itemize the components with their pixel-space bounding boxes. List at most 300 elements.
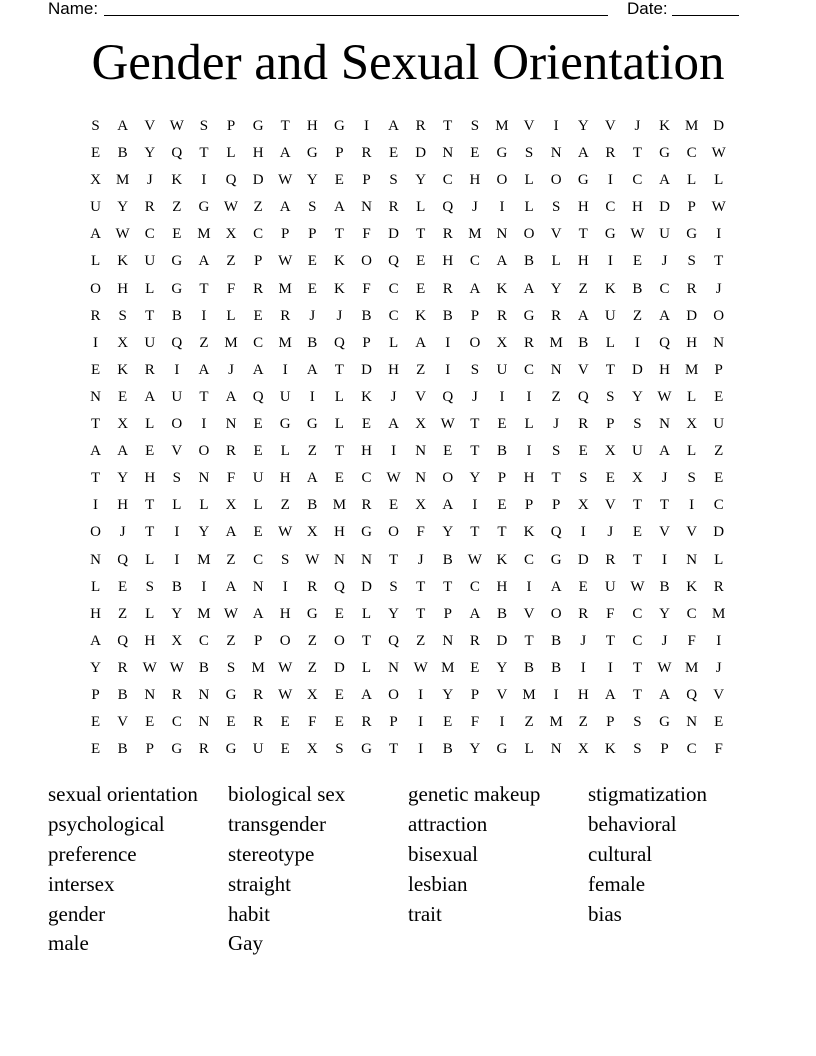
grid-letter: W (169, 659, 184, 676)
grid-letter: T (416, 226, 426, 243)
grid-letter: E (714, 470, 724, 487)
grid-letter: T (199, 388, 209, 405)
word-list (48, 780, 768, 959)
grid-letter: S (199, 118, 209, 134)
grid-letter: G (171, 253, 183, 270)
grid-letter: A (198, 361, 210, 378)
grid-letter: L (524, 416, 534, 433)
grid-row (82, 547, 733, 574)
grid-letter: N (415, 470, 427, 487)
grid-letter: R (496, 307, 507, 324)
grid-letter: Z (551, 388, 561, 405)
grid-letter: X (577, 741, 589, 758)
grid-letter: I (309, 388, 315, 405)
grid-letter: K (686, 578, 698, 595)
grid-letter: C (632, 632, 643, 649)
grid-letter: J (336, 307, 343, 324)
grid-letter: V (604, 497, 616, 514)
grid-letter: E (416, 253, 426, 270)
grid-letter: R (307, 578, 318, 595)
grid-letter: N (550, 361, 562, 378)
grid-row (82, 276, 733, 303)
grid-letter: U (252, 470, 264, 487)
grid-letter: C (171, 714, 182, 731)
grid-letter: L (714, 172, 724, 189)
grid-letter: O (388, 524, 399, 541)
grid-row (82, 519, 733, 546)
grid-letter: L (253, 497, 263, 514)
grid-letter: W (142, 659, 157, 676)
grid-letter: T (632, 551, 642, 568)
grid-letter: S (172, 470, 181, 487)
grid-letter: M (441, 659, 455, 676)
grid-letter: M (684, 361, 699, 378)
grid-letter: R (686, 280, 697, 297)
grid-letter: Y (117, 199, 129, 216)
grid-letter: M (468, 226, 482, 243)
grid-letter: I (716, 226, 722, 243)
grid-letter: L (714, 551, 724, 568)
grid-letter: F (470, 714, 480, 731)
grid-letter: E (416, 280, 426, 297)
grid-letter: T (280, 118, 290, 134)
word-list-item: trait (408, 901, 442, 926)
grid-letter: A (469, 605, 481, 622)
grid-letter: I (174, 551, 180, 568)
grid-letter: F (226, 280, 236, 297)
grid-letter: L (524, 741, 534, 758)
grid-letter: M (684, 118, 699, 134)
grid-letter: G (550, 551, 562, 568)
grid-letter: X (632, 470, 643, 487)
grid-letter: R (280, 307, 291, 324)
grid-letter: A (306, 361, 318, 378)
grid-letter: P (606, 416, 615, 433)
grid-letter: T (632, 686, 642, 703)
grid-letter: F (606, 605, 615, 622)
grid-letter: X (496, 334, 508, 351)
grid-letter: P (308, 226, 317, 243)
grid-letter: C (632, 172, 643, 189)
grid-letter: G (659, 145, 670, 162)
grid-letter: V (659, 524, 670, 541)
grid-letter: U (604, 578, 616, 595)
grid-letter: A (659, 686, 670, 703)
grid-letter: A (306, 470, 318, 487)
grid-letter: N (442, 145, 454, 162)
grid-letter: P (660, 741, 669, 758)
grid-row (82, 167, 733, 194)
grid-letter: V (686, 524, 698, 541)
grid-letter: F (687, 632, 696, 649)
grid-letter: E (145, 714, 155, 731)
grid-letter: P (606, 714, 615, 731)
grid-letter: K (604, 741, 616, 758)
grid-letter: E (90, 145, 101, 162)
grid-letter: E (172, 226, 182, 243)
grid-letter: P (281, 226, 290, 243)
grid-letter: T (416, 605, 426, 622)
grid-letter: Z (253, 199, 263, 216)
grid-letter: W (278, 524, 293, 541)
grid-letter: A (361, 686, 372, 703)
grid-letter: V (523, 118, 535, 134)
grid-letter: B (659, 578, 670, 595)
grid-letter: B (496, 443, 507, 460)
grid-letter: W (657, 659, 672, 676)
grid-letter: W (278, 172, 293, 189)
word-list-item: genetic makeup (408, 782, 541, 806)
grid-letter: R (442, 280, 453, 297)
grid-letter: P (145, 741, 154, 758)
grid-letter: A (333, 199, 345, 216)
grid-letter: C (686, 741, 697, 758)
grid-letter: Y (117, 470, 129, 487)
grid-letter: C (469, 578, 480, 595)
grid-letter: L (90, 578, 101, 595)
grid-letter: N (198, 686, 210, 703)
grid-letter: E (714, 388, 724, 405)
grid-letter: A (659, 172, 670, 189)
grid-letter: P (362, 172, 371, 189)
grid-letter: K (333, 253, 345, 270)
grid-letter: G (577, 172, 589, 189)
grid-letter: S (91, 118, 100, 134)
grid-letter: E (605, 470, 615, 487)
word-search-grid (82, 113, 733, 763)
grid-letter: T (632, 145, 642, 162)
grid-letter: C (198, 632, 209, 649)
grid-letter: H (90, 605, 101, 622)
grid-letter: I (526, 578, 532, 595)
grid-letter: I (662, 551, 668, 568)
grid-letter: Q (686, 686, 698, 703)
grid-letter: S (145, 578, 154, 595)
word-list-item: psychological (48, 811, 165, 836)
grid-letter: I (445, 361, 451, 378)
grid-letter: I (499, 199, 505, 216)
grid-letter: N (333, 551, 345, 568)
grid-letter: V (523, 605, 535, 622)
grid-letter: A (523, 280, 535, 297)
grid-letter: T (361, 632, 372, 649)
grid-letter: W (657, 388, 672, 405)
grid-letter: M (197, 551, 211, 568)
grid-letter: S (579, 470, 588, 487)
grid-row (82, 303, 733, 330)
grid-letter: J (146, 172, 153, 189)
grid-letter: A (442, 497, 454, 514)
grid-letter: I (634, 334, 640, 351)
grid-letter: L (90, 253, 101, 270)
grid-letter: X (306, 741, 318, 758)
grid-letter: Y (496, 659, 508, 676)
grid-letter: I (418, 714, 424, 731)
grid-letter: V (550, 226, 562, 243)
word-list-item: cultural (588, 841, 653, 866)
grid-letter: E (90, 361, 101, 378)
grid-letter: K (117, 253, 129, 270)
grid-letter: G (361, 524, 372, 541)
grid-letter: F (362, 226, 371, 243)
grid-letter: Q (117, 551, 129, 568)
grid-letter: P (470, 686, 480, 703)
grid-letter: T (90, 470, 101, 487)
grid-letter: V (496, 686, 508, 703)
grid-letter: L (524, 172, 534, 189)
grid-letter: K (523, 524, 535, 541)
grid-letter: X (117, 416, 129, 433)
grid-letter: E (118, 388, 128, 405)
grid-letter: B (198, 659, 209, 676)
grid-letter: R (253, 714, 264, 731)
grid-letter: H (577, 686, 589, 703)
grid-letter: Z (578, 714, 588, 731)
grid-letter: I (580, 524, 586, 541)
grid-letter: H (252, 145, 264, 162)
grid-letter: H (117, 497, 129, 514)
grid-letter: I (716, 632, 722, 649)
grid-letter: V (577, 361, 589, 378)
grid-letter: W (115, 226, 130, 243)
grid-letter: A (117, 443, 129, 460)
grid-letter: B (442, 307, 453, 324)
grid-letter: O (279, 632, 291, 649)
grid-letter: Z (307, 632, 317, 649)
grid-letter: Q (333, 334, 345, 351)
grid-letter: V (604, 118, 616, 134)
grid-letter: N (90, 551, 101, 568)
grid-letter: R (253, 686, 264, 703)
grid-row (82, 736, 733, 763)
grid-letter: Z (416, 361, 426, 378)
grid-letter: P (524, 497, 534, 514)
grid-letter: W (711, 199, 726, 216)
grid-letter: R (361, 145, 372, 162)
grid-letter: G (496, 741, 508, 758)
grid-letter: W (278, 686, 293, 703)
grid-letter: Z (714, 443, 724, 460)
grid-letter: S (633, 416, 642, 433)
grid-letter: X (686, 416, 698, 433)
grid-letter: T (145, 497, 155, 514)
grid-letter: E (334, 714, 344, 731)
grid-letter: P (253, 253, 263, 270)
grid-letter: Y (550, 280, 562, 297)
grid-letter: Z (226, 253, 236, 270)
grid-letter: T (199, 145, 209, 162)
grid-letter: H (144, 632, 156, 649)
grid-letter: W (278, 659, 293, 676)
grid-letter: C (605, 199, 616, 216)
grid-letter: Q (659, 334, 670, 351)
grid-letter: J (661, 253, 668, 270)
grid-letter: I (418, 686, 424, 703)
grid-letter: J (661, 632, 668, 649)
grid-letter: E (334, 686, 344, 703)
grid-letter: S (470, 118, 480, 134)
grid-letter: Q (333, 578, 345, 595)
grid-letter: H (306, 118, 318, 134)
grid-row (82, 465, 733, 492)
grid-letter: O (90, 280, 101, 297)
grid-letter: S (633, 714, 642, 731)
grid-letter: H (117, 280, 129, 297)
grid-letter: N (144, 686, 156, 703)
grid-letter: C (659, 280, 670, 297)
grid-letter: O (523, 226, 535, 243)
grid-letter: H (686, 334, 698, 351)
grid-letter: I (282, 578, 288, 595)
grid-letter: I (201, 172, 207, 189)
grid-letter: E (253, 443, 263, 460)
grid-letter: K (496, 551, 508, 568)
grid-letter: C (686, 605, 697, 622)
grid-letter: H (496, 578, 508, 595)
grid-letter: A (659, 307, 670, 324)
grid-letter: Z (524, 714, 534, 731)
grid-letter: P (226, 118, 236, 134)
grid-letter: G (225, 741, 237, 758)
grid-letter: M (278, 280, 292, 297)
grid-letter: M (251, 659, 265, 676)
grid-letter: E (578, 443, 588, 460)
grid-letter: U (252, 741, 264, 758)
grid-letter: O (713, 307, 725, 324)
grid-letter: E (226, 714, 236, 731)
word-list-item: bisexual (408, 841, 478, 866)
grid-letter: I (499, 388, 505, 405)
grid-letter: H (659, 361, 670, 378)
grid-letter: G (171, 280, 183, 297)
grid-letter: E (280, 714, 290, 731)
grid-letter: P (714, 361, 723, 378)
grid-letter: C (253, 226, 264, 243)
grid-letter: X (225, 226, 237, 243)
grid-letter: Q (550, 524, 562, 541)
grid-letter: A (279, 145, 291, 162)
grid-letter: C (361, 470, 372, 487)
grid-letter: A (469, 280, 481, 297)
grid-letter: R (361, 714, 372, 731)
grid-letter: Q (442, 388, 454, 405)
grid-letter: F (416, 524, 425, 541)
grid-letter: D (361, 578, 372, 595)
grid-letter: S (281, 551, 290, 568)
grid-row (82, 357, 733, 384)
word-list-item: intersex (48, 871, 115, 896)
grid-letter: L (605, 334, 615, 351)
grid-letter: Z (307, 443, 317, 460)
grid-letter: A (659, 443, 670, 460)
grid-letter: L (551, 253, 561, 270)
grid-letter: K (496, 280, 508, 297)
grid-letter: Y (469, 470, 481, 487)
grid-letter: Z (226, 551, 236, 568)
grid-letter: L (388, 334, 399, 351)
grid-letter: L (145, 551, 155, 568)
grid-row (82, 438, 733, 465)
grid-letter: I (445, 334, 451, 351)
grid-letter: R (578, 416, 589, 433)
word-list-item: habit (228, 901, 270, 926)
grid-letter: A (198, 253, 210, 270)
grid-letter: W (223, 605, 239, 622)
grid-letter: R (171, 686, 182, 703)
grid-letter: Y (632, 388, 643, 405)
grid-letter: G (333, 118, 345, 134)
grid-letter: A (225, 388, 237, 405)
grid-letter: R (226, 443, 237, 460)
grid-letter: E (90, 741, 101, 758)
word-list-item: biological sex (228, 782, 346, 806)
grid-letter: Z (632, 307, 642, 324)
grid-letter: R (524, 334, 535, 351)
grid-letter: E (307, 253, 317, 270)
grid-row (82, 655, 733, 682)
grid-row (82, 411, 733, 438)
grid-letter: E (388, 497, 399, 514)
grid-letter: T (90, 416, 101, 433)
grid-letter: B (632, 280, 643, 297)
grid-letter: J (417, 551, 424, 568)
grid-letter: T (659, 497, 670, 514)
grid-letter: Q (117, 632, 129, 649)
grid-letter: Y (171, 605, 183, 622)
grid-letter: N (659, 416, 670, 433)
grid-letter: B (496, 605, 507, 622)
grid-letter: H (361, 443, 372, 460)
grid-letter: E (253, 307, 263, 324)
grid-row (82, 682, 733, 709)
grid-letter: P (551, 497, 561, 514)
grid-letter: G (659, 714, 670, 731)
grid-letter: D (496, 632, 508, 649)
word-list-item: stereotype (228, 841, 315, 866)
grid-letter: Z (199, 334, 209, 351)
grid-letter: B (524, 659, 535, 676)
grid-letter: X (415, 497, 427, 514)
grid-letter: U (90, 199, 101, 216)
grid-letter: N (225, 416, 237, 433)
grid-letter: C (388, 280, 399, 297)
grid-letter: E (714, 714, 724, 731)
grid-letter: Z (578, 280, 588, 297)
word-list-item: gender (48, 901, 106, 926)
grid-letter: S (118, 307, 127, 324)
grid-row (82, 194, 733, 221)
grid-letter: K (117, 361, 129, 378)
grid-letter: B (551, 659, 562, 676)
page-title: Gender and Sexual Orientation (91, 35, 725, 91)
grid-letter: G (361, 741, 372, 758)
grid-letter: K (361, 388, 372, 405)
grid-letter: S (389, 578, 398, 595)
grid-letter: B (524, 253, 535, 270)
grid-letter: X (117, 334, 129, 351)
grid-letter: I (93, 334, 99, 351)
grid-letter: D (686, 307, 698, 324)
grid-letter: T (443, 118, 453, 134)
grid-letter: I (689, 497, 695, 514)
grid-row (82, 601, 733, 628)
grid-letter: T (388, 551, 399, 568)
grid-letter: P (687, 199, 696, 216)
grid-letter: B (442, 551, 453, 568)
grid-letter: P (497, 470, 507, 487)
grid-letter: G (523, 307, 535, 324)
grid-letter: C (524, 361, 535, 378)
